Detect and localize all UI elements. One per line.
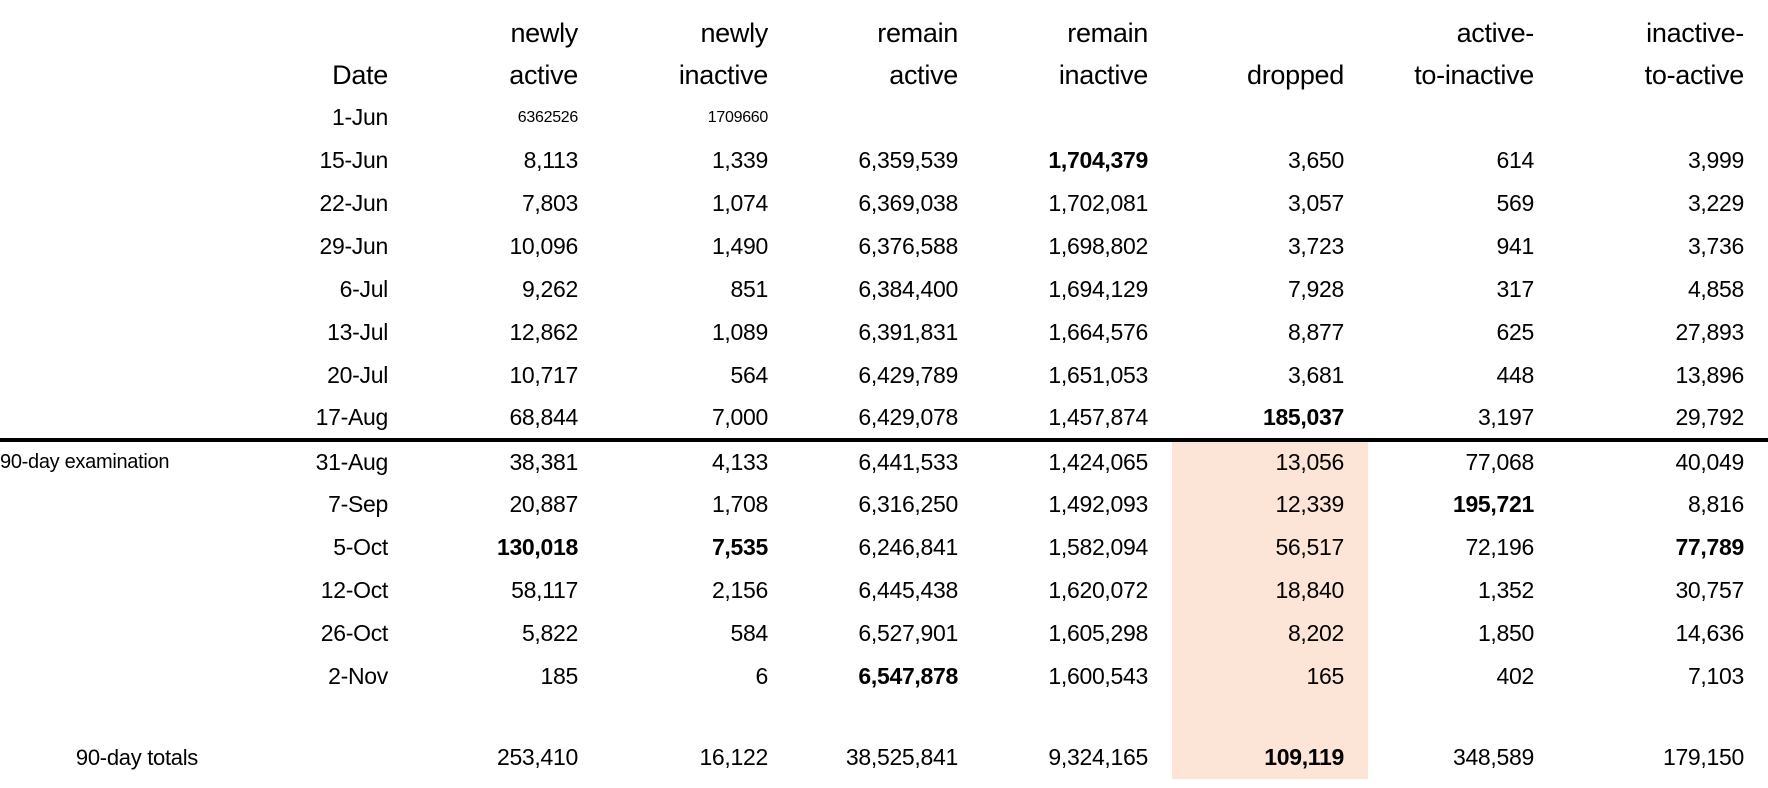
column-header-newly-active-line1[interactable]: newly xyxy=(510,17,578,48)
cell-inactive-to-active[interactable]: 77,789 xyxy=(1675,534,1744,560)
cell-newly-inactive[interactable]: 7,535 xyxy=(711,534,768,560)
cell-active-to-inactive[interactable]: 1,850 xyxy=(1477,620,1534,646)
cell-newly-inactive[interactable]: 1,339 xyxy=(711,147,768,173)
cell-inactive-to-active[interactable]: 8,816 xyxy=(1687,491,1744,517)
cell-newly-active[interactable]: 10,096 xyxy=(509,233,578,259)
cell-active-to-inactive[interactable]: 569 xyxy=(1496,190,1534,216)
examination-annotation: 90-day examination xyxy=(0,451,170,473)
cell-active-to-inactive[interactable] xyxy=(1368,698,1558,736)
cell-newly-inactive[interactable]: 6 xyxy=(755,663,768,689)
cell-active-to-inactive[interactable]: 625 xyxy=(1496,319,1534,345)
date-cell[interactable]: 5-Oct xyxy=(333,534,388,560)
cell-newly-inactive[interactable]: 16,122 xyxy=(699,744,768,770)
column-header-active-to-inactive-line2[interactable]: to-inactive xyxy=(1414,59,1534,90)
cell-newly-active[interactable]: 38,381 xyxy=(509,449,578,475)
table-row-13-Jul xyxy=(0,311,1768,354)
column-header-inactive-to-active-line2[interactable]: to-active xyxy=(1644,59,1744,90)
cell-remain-active[interactable]: 6,391,831 xyxy=(858,319,958,345)
cell-remain-active[interactable]: 6,429,789 xyxy=(858,362,958,388)
cell-dropped[interactable]: 56,517 xyxy=(1172,526,1368,569)
column-header-remain-inactive-line1[interactable]: remain xyxy=(1067,17,1148,48)
cell-newly-active[interactable]: 12,862 xyxy=(509,319,578,345)
cell-inactive-to-active[interactable] xyxy=(1558,96,1768,139)
cell-active-to-inactive[interactable]: 317 xyxy=(1496,276,1534,302)
totals-label[interactable]: 90-day totals xyxy=(75,744,198,770)
cell-active-to-inactive[interactable]: 614 xyxy=(1496,147,1534,173)
column-header-remain-active-line1[interactable]: remain xyxy=(877,17,958,48)
cell-inactive-to-active[interactable]: 30,757 xyxy=(1675,577,1744,603)
cell-active-to-inactive[interactable]: 3,197 xyxy=(1368,397,1558,440)
cell-remain-active[interactable]: 6,384,400 xyxy=(858,276,958,302)
header-row-line1 xyxy=(0,12,1768,54)
table-row-17-Aug xyxy=(0,397,1768,440)
date-cell[interactable]: 1-Jun xyxy=(331,104,388,130)
cell-dropped[interactable]: 8,877 xyxy=(1287,319,1344,345)
cell-inactive-to-active[interactable]: 3,736 xyxy=(1687,233,1744,259)
column-header-remain-active-line2[interactable]: active xyxy=(889,59,958,90)
cell-remain-inactive[interactable]: 1,605,298 xyxy=(1048,620,1148,646)
cell-remain-inactive[interactable] xyxy=(982,698,1172,736)
column-header-dropped-line1[interactable] xyxy=(1172,12,1368,54)
table-row-29-Jun xyxy=(0,225,1768,268)
empty-cell xyxy=(0,182,222,225)
cell-newly-inactive[interactable]: 1709660 xyxy=(707,108,768,126)
cell-remain-inactive[interactable]: 1,698,802 xyxy=(1048,233,1148,259)
empty-cell xyxy=(0,139,222,182)
cell-remain-active[interactable]: 6,316,250 xyxy=(858,491,958,517)
empty-cell xyxy=(0,397,222,440)
column-header-date-line2[interactable]: Date xyxy=(332,59,388,90)
cell-active-to-inactive[interactable]: 195,721 xyxy=(1452,491,1534,517)
cell-remain-active[interactable]: 6,359,539 xyxy=(858,147,958,173)
empty-cell xyxy=(0,268,222,311)
cell-remain-inactive[interactable]: 1,582,094 xyxy=(1048,534,1148,560)
column-header-examination-line1[interactable] xyxy=(0,12,222,54)
cell-inactive-to-active[interactable]: 14,636 xyxy=(1675,620,1744,646)
spacer-row xyxy=(0,698,1768,736)
totals-row xyxy=(0,736,1768,779)
cell-remain-inactive[interactable]: 1,664,576 xyxy=(1048,319,1148,345)
cell-newly-inactive[interactable]: 584 xyxy=(730,620,768,646)
empty-cell xyxy=(0,526,222,569)
table-row-26-Oct xyxy=(0,612,1768,655)
cell-inactive-to-active[interactable]: 40,049 xyxy=(1675,449,1744,475)
table-row-31-Aug xyxy=(0,440,1768,483)
column-header-newly-inactive-line2[interactable]: inactive xyxy=(678,59,768,90)
table-row-12-Oct xyxy=(0,569,1768,612)
column-header-inactive-to-active-line1[interactable]: inactive- xyxy=(1646,17,1744,48)
cell-newly-inactive[interactable] xyxy=(602,698,792,736)
cell-remain-inactive[interactable] xyxy=(982,96,1172,139)
cell-remain-active[interactable]: 6,441,533 xyxy=(858,449,958,475)
cell-newly-active[interactable]: 20,887 xyxy=(509,491,578,517)
cell-remain-inactive[interactable]: 1,704,379 xyxy=(1048,147,1148,173)
cell-newly-inactive[interactable]: 4,133 xyxy=(711,449,768,475)
date-cell[interactable]: 13-Jul xyxy=(327,319,388,345)
cell-active-to-inactive[interactable]: 72,196 xyxy=(1465,534,1534,560)
cell-remain-active[interactable]: 6,547,878 xyxy=(858,663,958,689)
empty-cell xyxy=(0,569,222,612)
cell-dropped[interactable]: 3,681 xyxy=(1287,362,1344,388)
date-cell[interactable]: 29-Jun xyxy=(319,233,388,259)
cell-dropped[interactable]: 18,840 xyxy=(1172,569,1368,612)
cell-newly-inactive[interactable]: 1,708 xyxy=(711,491,768,517)
cell-newly-active[interactable]: 68,844 xyxy=(412,397,602,440)
cell-newly-active[interactable] xyxy=(412,698,602,736)
table-row-22-Jun xyxy=(0,182,1768,225)
cell-dropped[interactable] xyxy=(1172,96,1368,139)
date-cell[interactable]: 17-Aug xyxy=(222,397,412,440)
cell-inactive-to-active[interactable]: 179,150 xyxy=(1662,744,1744,770)
cell-remain-active[interactable]: 6,527,901 xyxy=(858,620,958,646)
cell-active-to-inactive[interactable]: 448 xyxy=(1496,362,1534,388)
date-cell[interactable]: 6-Jul xyxy=(339,276,388,302)
table-row-6-Jul xyxy=(0,268,1768,311)
cell-dropped[interactable]: 3,057 xyxy=(1287,190,1344,216)
cell-remain-active[interactable]: 6,369,038 xyxy=(858,190,958,216)
cell-newly-inactive[interactable]: 7,000 xyxy=(602,397,792,440)
cell-remain-active[interactable]: 6,429,078 xyxy=(792,397,982,440)
empty-cell xyxy=(0,483,222,526)
date-cell[interactable]: 7-Sep xyxy=(328,491,388,517)
cell-inactive-to-active[interactable]: 13,896 xyxy=(1675,362,1744,388)
cell-dropped[interactable]: 13,056 xyxy=(1172,440,1368,483)
cell-remain-inactive[interactable]: 1,620,072 xyxy=(1048,577,1148,603)
empty-cell xyxy=(0,311,222,354)
cell-remain-active[interactable]: 38,525,841 xyxy=(845,744,958,770)
column-header-newly-active-line2[interactable]: active xyxy=(509,59,578,90)
cell-active-to-inactive[interactable]: 348,589 xyxy=(1452,744,1534,770)
cell-remain-active[interactable]: 6,376,588 xyxy=(858,233,958,259)
cell-newly-active[interactable]: 9,262 xyxy=(521,276,578,302)
empty-cell xyxy=(0,354,222,397)
cell-newly-active[interactable]: 5,822 xyxy=(521,620,578,646)
cell-newly-inactive[interactable]: 1,074 xyxy=(711,190,768,216)
empty-cell xyxy=(0,96,222,139)
cell-newly-active[interactable]: 6362526 xyxy=(517,108,578,126)
cell-dropped[interactable]: 185,037 xyxy=(1172,397,1368,440)
date-cell[interactable] xyxy=(222,736,412,779)
column-header-examination-line2[interactable] xyxy=(0,54,222,96)
cell-remain-active[interactable] xyxy=(792,96,982,139)
cell-newly-inactive[interactable]: 851 xyxy=(730,276,768,302)
table-row-2-Nov xyxy=(0,655,1768,698)
cell-newly-inactive[interactable]: 1,089 xyxy=(711,319,768,345)
date-cell[interactable]: 15-Jun xyxy=(319,147,388,173)
cell-remain-inactive[interactable]: 1,492,093 xyxy=(1048,491,1148,517)
date-cell[interactable]: 12-Oct xyxy=(320,577,388,603)
empty-cell xyxy=(0,612,222,655)
column-header-active-to-inactive-line1[interactable]: active- xyxy=(1456,17,1534,48)
cell-inactive-to-active[interactable] xyxy=(1558,698,1768,736)
cell-remain-inactive[interactable]: 1,457,874 xyxy=(982,397,1172,440)
cell-dropped[interactable]: 3,723 xyxy=(1287,233,1344,259)
cell-active-to-inactive[interactable]: 402 xyxy=(1496,663,1534,689)
cell-dropped[interactable]: 7,928 xyxy=(1287,276,1344,302)
cell-active-to-inactive[interactable]: 1,352 xyxy=(1477,577,1534,603)
header-row-line2 xyxy=(0,54,1768,96)
cell-inactive-to-active[interactable]: 3,229 xyxy=(1687,190,1744,216)
date-cell[interactable] xyxy=(222,698,412,736)
empty-cell xyxy=(0,655,222,698)
cell-inactive-to-active[interactable]: 4,858 xyxy=(1687,276,1744,302)
cell-remain-inactive[interactable]: 1,424,065 xyxy=(1048,449,1148,475)
table-row-1-Jun xyxy=(0,96,1768,139)
table-row-7-Sep xyxy=(0,483,1768,526)
cell-active-to-inactive[interactable] xyxy=(1368,96,1558,139)
cell-dropped[interactable]: 109,119 xyxy=(1172,736,1368,779)
table-row-15-Jun xyxy=(0,139,1768,182)
column-header-date-line1[interactable] xyxy=(222,12,412,54)
cell-inactive-to-active[interactable]: 29,792 xyxy=(1558,397,1768,440)
cell-dropped[interactable]: 8,202 xyxy=(1172,612,1368,655)
date-cell[interactable]: 22-Jun xyxy=(319,190,388,216)
cell-newly-inactive[interactable]: 2,156 xyxy=(711,577,768,603)
cell-inactive-to-active[interactable]: 7,103 xyxy=(1687,663,1744,689)
cell-remain-active[interactable]: 6,246,841 xyxy=(858,534,958,560)
cell-remain-inactive[interactable]: 1,651,053 xyxy=(1048,362,1148,388)
table-row-20-Jul xyxy=(0,354,1768,397)
cell-newly-active[interactable]: 7,803 xyxy=(521,190,578,216)
column-header-remain-inactive-line2[interactable]: inactive xyxy=(1058,59,1148,90)
cell-newly-inactive[interactable]: 564 xyxy=(730,362,768,388)
cell-newly-active[interactable]: 58,117 xyxy=(511,577,578,603)
date-cell[interactable]: 2-Nov xyxy=(328,663,388,689)
cell-newly-active[interactable]: 8,113 xyxy=(523,147,578,173)
cell-remain-active[interactable] xyxy=(792,698,982,736)
cell-newly-active[interactable]: 130,018 xyxy=(496,534,578,560)
cell-newly-inactive[interactable]: 1,490 xyxy=(711,233,768,259)
cell-remain-inactive[interactable]: 1,600,543 xyxy=(1048,663,1148,689)
cell-remain-inactive[interactable]: 1,694,129 xyxy=(1048,276,1148,302)
cell-dropped[interactable]: 165 xyxy=(1172,655,1368,698)
cell-inactive-to-active[interactable]: 3,999 xyxy=(1687,147,1744,173)
cell-newly-active[interactable]: 185 xyxy=(540,663,578,689)
date-cell[interactable]: 26-Oct xyxy=(320,620,388,646)
cell-active-to-inactive[interactable]: 77,068 xyxy=(1465,449,1534,475)
cell-dropped[interactable]: 3,650 xyxy=(1287,147,1344,173)
cell-remain-active[interactable]: 6,445,438 xyxy=(858,577,958,603)
column-header-newly-inactive-line1[interactable]: newly xyxy=(700,17,768,48)
table-row-5-Oct xyxy=(0,526,1768,569)
empty-cell xyxy=(0,225,222,268)
cell-remain-inactive[interactable]: 1,702,081 xyxy=(1048,190,1148,216)
empty-cell xyxy=(0,698,222,736)
cell-inactive-to-active[interactable]: 27,893 xyxy=(1675,319,1744,345)
cell-dropped[interactable] xyxy=(1172,698,1368,736)
date-cell[interactable]: 20-Jul xyxy=(327,362,388,388)
date-cell[interactable]: 31-Aug xyxy=(315,449,388,475)
cell-newly-active[interactable]: 253,410 xyxy=(496,744,578,770)
cell-remain-inactive[interactable]: 9,324,165 xyxy=(1048,744,1148,770)
cell-dropped[interactable]: 12,339 xyxy=(1172,483,1368,526)
data-table xyxy=(0,12,1768,779)
column-header-dropped-line2[interactable]: dropped xyxy=(1247,59,1344,90)
cell-active-to-inactive[interactable]: 941 xyxy=(1496,233,1534,259)
cell-newly-active[interactable]: 10,717 xyxy=(509,362,578,388)
